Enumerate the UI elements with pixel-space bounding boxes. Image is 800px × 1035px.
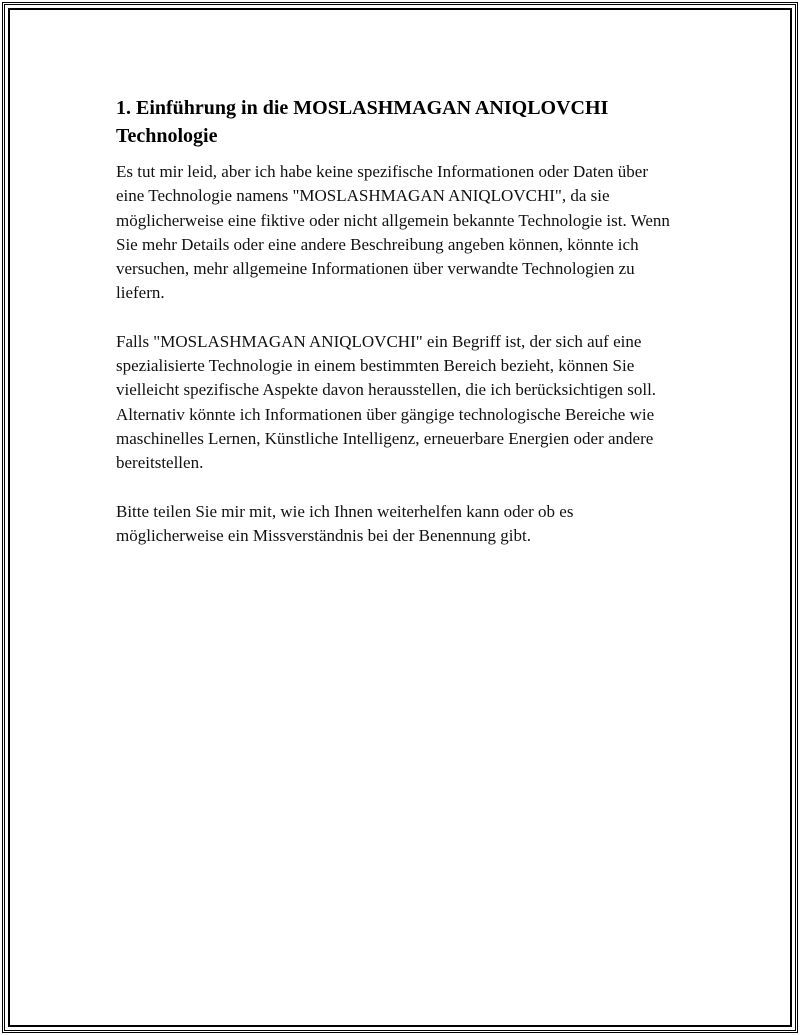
document-body [116, 94, 676, 572]
paragraph-2: Falls "MOSLASHMAGAN ANIQLOVCHI" ein Begriff ist, der sich auf eine spezialisierte Technologie in einem bestimmten Bereich bezieht, können Sie vielleicht spezifische Aspekte davon herausstellen, die ich berücksichtigen soll. Alternativ könnte ich Informationen über gängige technologische Bereiche wie maschinelles Lernen, Künstliche Intelligenz, erneuerbare Energien oder andere bereitstellen. [116, 331, 657, 473]
paragraph-1: Es tut mir leid, aber ich habe keine spezifische Informationen oder Daten über eine Technologie namens "MOSLASHMAGAN ANIQLOVCHI", da sie möglicherweise eine fiktive oder nicht allgemein bekannte Technologie ist. Wenn Sie mehr Details oder eine andere Beschreibung angeben können, könnte ich versuchen, mehr allgemeine Informationen über verwandte Technologien zu liefern. [116, 162, 670, 303]
paragraph-3: Bitte teilen Sie mir mit, wie ich Ihnen weiterhelfen kann oder ob es möglicherweise ein Missverständnis bei der Benennung gibt. [116, 501, 574, 545]
section-heading: 1. Einführung in die MOSLASHMAGAN ANIQLOVCHI Technologie [116, 97, 609, 147]
